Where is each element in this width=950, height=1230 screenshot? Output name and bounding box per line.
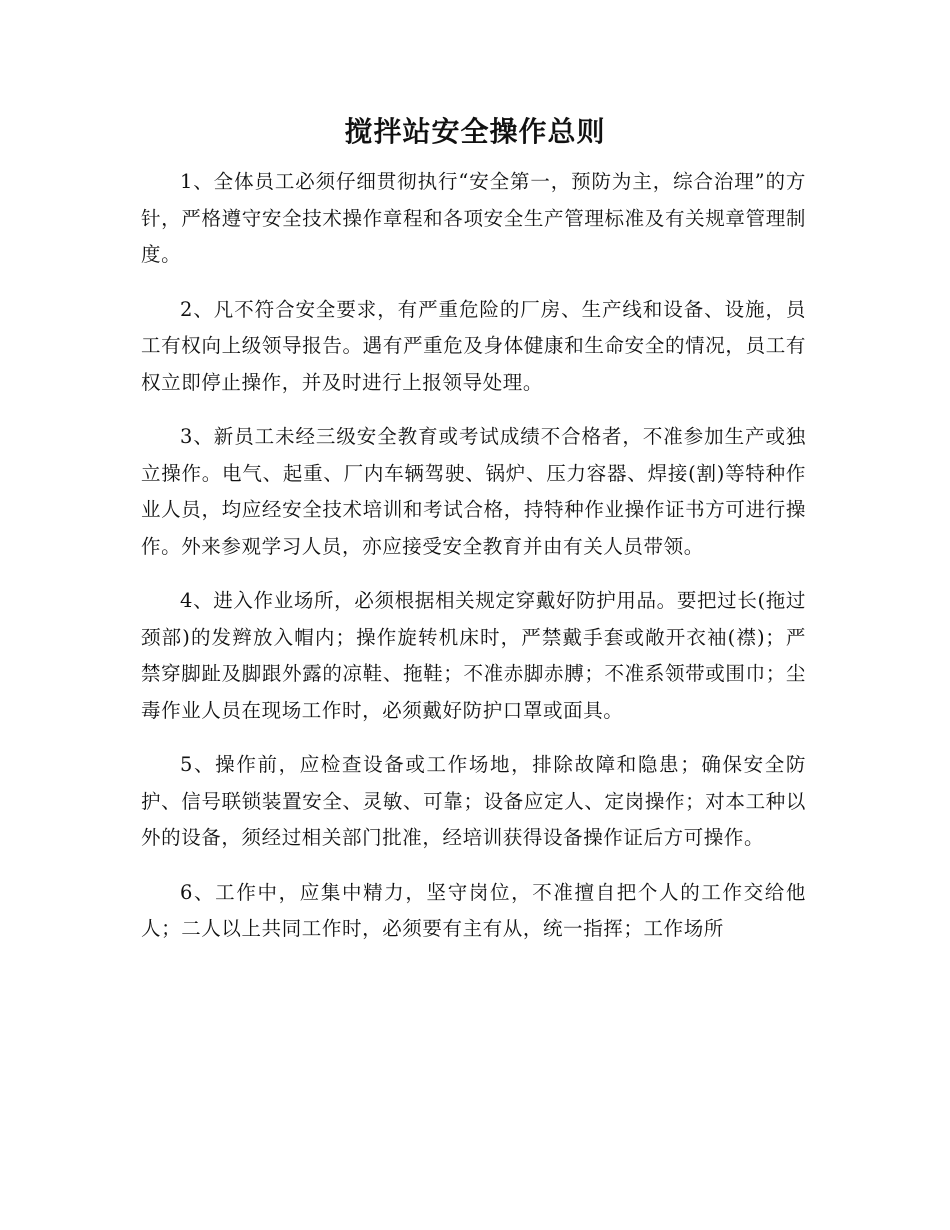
paragraph-3: 3、新员工未经三级安全教育或考试成绩不合格者，不准参加生产或独立操作。电气、起重、厂内车辆驾驶、锅炉、压力容器、焊接(割)等特种作业人员，均应经安全技术培训和考试合格，持特种作业操作证书方可进行操作。外来参观学习人员，亦应接受安全教育并由有关人员带领。	[141, 425, 806, 558]
paragraph-4: 4、进入作业场所，必须根据相关规定穿戴好防护用品。要把过长(拖过颈部)的发辫放入帽内；操作旋转机床时，严禁戴手套或敞开衣袖(襟)；严禁穿脚趾及脚跟外露的凉鞋、拖鞋；不准赤脚赤膊；不准系领带或围巾；尘毒作业人员在现场工作时，必须戴好防护口罩或面具。	[141, 589, 806, 722]
paragraph-5: 5、操作前，应检查设备或工作场地，排除故障和隐患；确保安全防护、信号联锁装置安全、灵敏、可靠；设备应定人、定岗操作；对本工种以外的设备，须经过相关部门批准，经培训获得设备操作证后方可操作。	[141, 753, 806, 849]
document-body	[141, 164, 806, 966]
paragraph-2: 2、凡不符合安全要求，有严重危险的厂房、生产线和设备、设施，员工有权向上级领导报告。遇有严重危及身体健康和生命安全的情况，员工有权立即停止操作，并及时进行上报领导处理。	[141, 297, 806, 394]
paragraph-1: 1、全体员工必须仔细贯彻执行“安全第一，预防为主，综合治理”的方针，严格遵守安全技术操作章程和各项安全生产管理标准及有关规章管理制度。	[141, 170, 806, 266]
document-title: 搅拌站安全操作总则	[344, 115, 606, 148]
paragraph-6: 6、工作中，应集中精力，坚守岗位，不准擅自把个人的工作交给他人；二人以上共同工作时，必须要有主有从，统一指挥；工作场所	[141, 880, 806, 940]
